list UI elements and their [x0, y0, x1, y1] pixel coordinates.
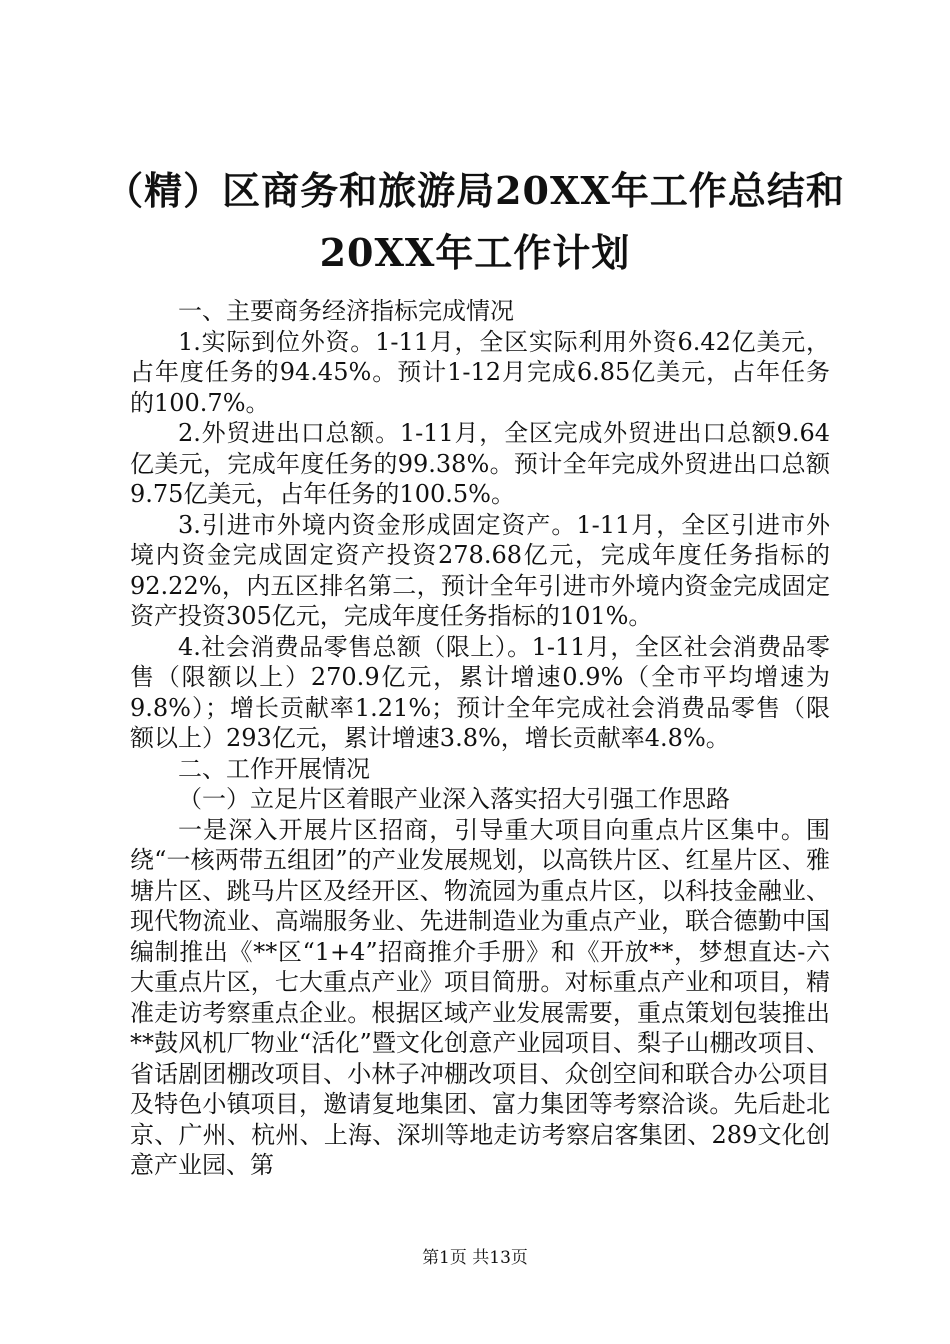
paragraph: 1.实际到位外资。1-11月，全区实际利用外资6.42亿美元，占年度任务的94.45%。预计1-12月完成6.85亿美元，占年任务的100.7%。 — [130, 327, 830, 417]
paragraph: 一是深入开展片区招商，引导重大项目向重点片区集中。围绕“一核两带五组团”的产业发展规划，以高铁片区、红星片区、雅塘片区、跳马片区及经开区、物流园为重点片区，以科技金融业、现代物流业、高端服务业、先进制造业为重点产业，联合德勤中国编制推出《**区“1+4”招商推介手册》和《开放**，梦想直达-六大重点片区，七大重点产业》项目简册。对标重点产业和项目，精准走访考察重点企业。根据区域产业发展需要，重点策划包装推出**鼓风机厂物业“活化”暨文化创意产业园项目、梨子山棚改项目、省话剧团棚改项目、小林子冲棚改项目、众创空间和联合办公项目及特色小镇项目，邀请复地集团、富力集团等考察洽谈。先后赴北京、广州、杭州、上海、深圳等地走访考察启客集团、289文化创意产业园、第 — [130, 815, 830, 1179]
document-body — [130, 296, 830, 1181]
section-heading: 一、主要商务经济指标完成情况 — [178, 297, 514, 325]
paragraph: 4.社会消费品零售总额（限上）。1-11月，全区社会消费品零售（限额以上）270.9亿元，累计增速0.9%（全市平均增速为9.8%）；增长贡献率1.21%；预计全年完成社会消费品零售（限额以上）293亿元，累计增速3.8%，增长贡献率4.8%。 — [130, 632, 830, 752]
document-title-line-1: （精）区商务和旅游局20XX年工作总结和 — [105, 168, 845, 213]
subsection-heading: （一）立足片区着眼产业深入落实招大引强工作思路 — [178, 785, 730, 813]
section-heading: 二、工作开展情况 — [178, 754, 370, 783]
paragraph: 2.外贸进出口总额。1-11月，全区完成外贸进出口总额9.64亿美元，完成年度任务的99.38%。预计全年完成外贸进出口总额9.75亿美元，占年任务的100.5%。 — [130, 419, 830, 508]
paragraph: 3.引进市外境内资金形成固定资产。1-11月，全区引进市外境内资金完成固定资产投资278.68亿元，完成年度任务指标的92.22%，内五区排名第二，预计全年引进市外境内资金完成固定资产投资305亿元，完成年度任务指标的101%。 — [130, 510, 830, 630]
document-title-line-2: 20XX年工作计划 — [319, 230, 631, 275]
page-number-footer: 第1页 共13页 — [422, 1248, 528, 1268]
